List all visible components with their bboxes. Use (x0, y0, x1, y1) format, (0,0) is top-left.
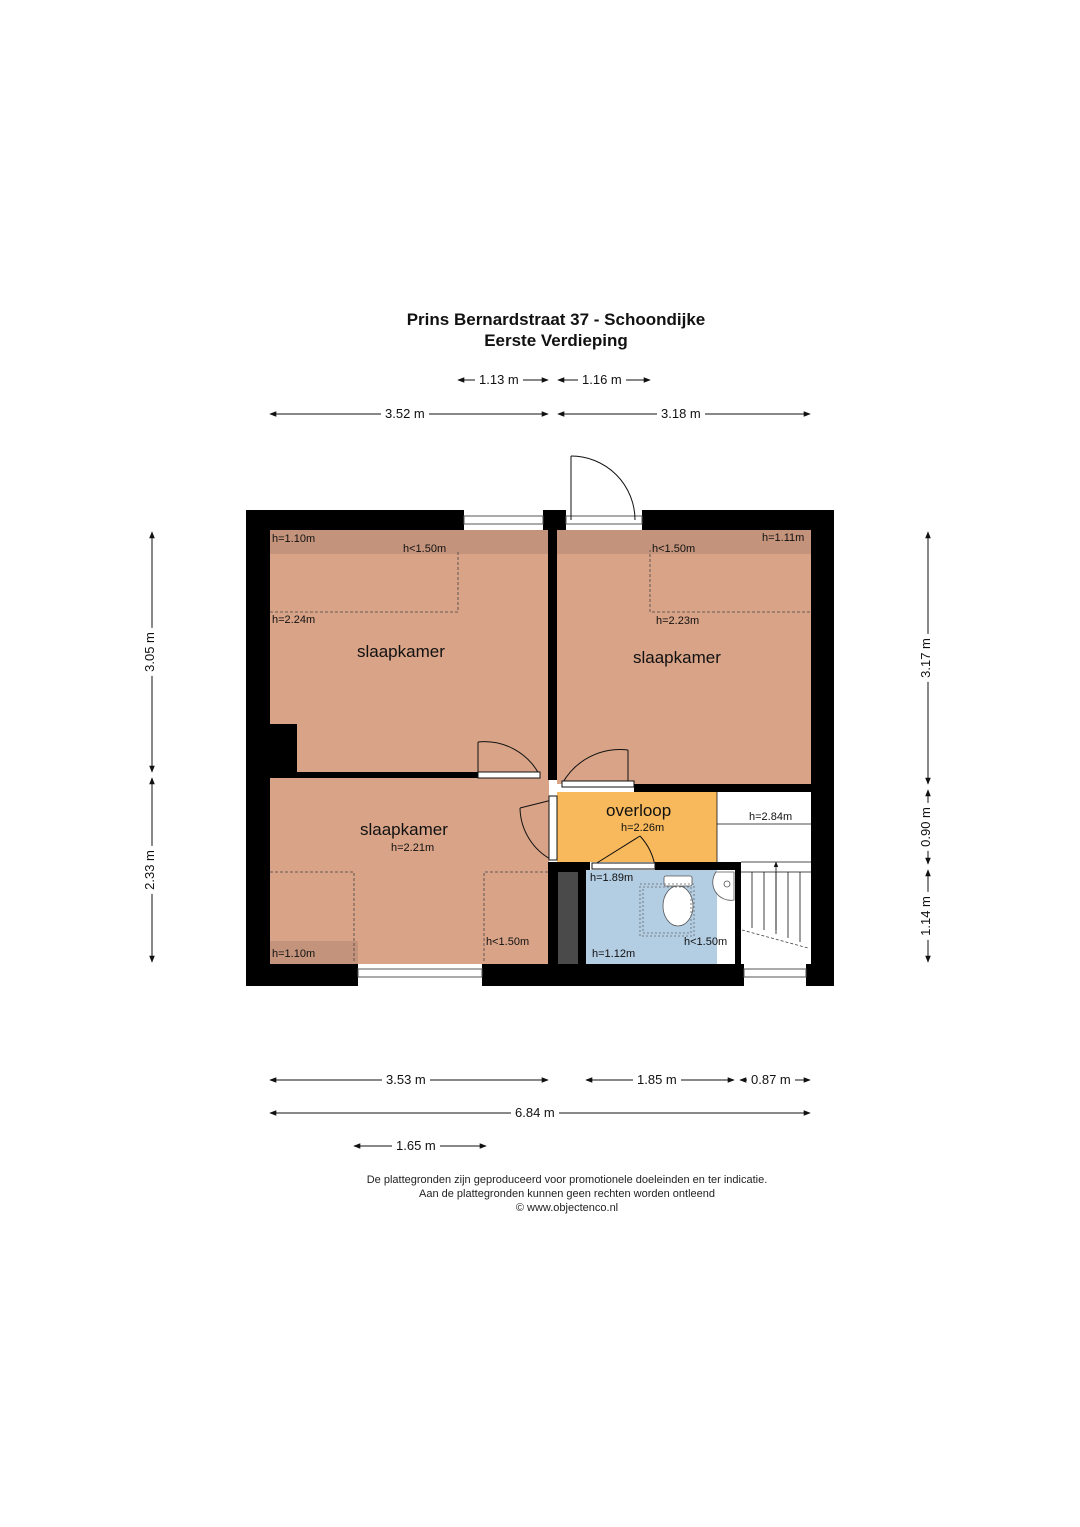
height-label: h<1.50m (684, 936, 728, 948)
disclaimer-line-3: © www.objectenco.nl (515, 1202, 619, 1214)
plan-title: Prins Bernardstraat 37 - Schoondijke (406, 310, 706, 329)
dim-right-middle: 0.90 m (918, 803, 934, 851)
dim-bottom-total: 6.84 m (511, 1105, 559, 1121)
room-label-landing: overloop (606, 801, 672, 820)
height-label: h=1.89m (590, 872, 634, 884)
disclaimer-line-1: De plattegronden zijn geproduceerd voor promotionele doeleinden en ter indicatie. (366, 1174, 768, 1186)
dim-right-lower: 1.14 m (918, 892, 934, 940)
dim-left-upper: 3.05 m (142, 628, 158, 676)
dim-bottom-middle: 1.85 m (633, 1072, 681, 1088)
height-label: h=1.12m (592, 948, 636, 960)
dim-bottom-left: 3.53 m (382, 1072, 430, 1088)
height-label: h=2.23m (656, 615, 700, 627)
dim-left-lower: 2.33 m (142, 846, 158, 894)
height-label: h=1.11m (762, 532, 805, 544)
height-label: h<1.50m (652, 543, 696, 555)
height-label: h=2.24m (272, 614, 316, 626)
height-label: h=1.10m (272, 948, 316, 960)
height-label: h<1.50m (486, 936, 530, 948)
height-label: h=2.84m (749, 811, 793, 823)
plan-subtitle: Eerste Verdieping (484, 331, 628, 350)
height-label: h=1.10m (272, 533, 316, 545)
dim-bottom-small: 1.65 m (392, 1138, 440, 1154)
height-label: h=2.21m (391, 842, 435, 854)
dim-top-small-left: 1.13 m (475, 372, 523, 388)
room-label-bedroom-bottom: slaapkamer (360, 820, 448, 839)
dim-bottom-right: 0.87 m (747, 1072, 795, 1088)
height-label: h<1.50m (403, 543, 447, 555)
disclaimer-line-2: Aan de plattegronden kunnen geen rechten worden ontleend (418, 1188, 715, 1200)
room-label-bedroom-top-right: slaapkamer (633, 648, 721, 667)
room-label-bedroom-top-left: slaapkamer (357, 642, 445, 661)
height-label: h=2.26m (621, 822, 665, 834)
dim-top-left: 3.52 m (381, 406, 429, 422)
dim-right-upper: 3.17 m (918, 634, 934, 682)
dim-top-small-right: 1.16 m (578, 372, 626, 388)
dim-top-right: 3.18 m (657, 406, 705, 422)
